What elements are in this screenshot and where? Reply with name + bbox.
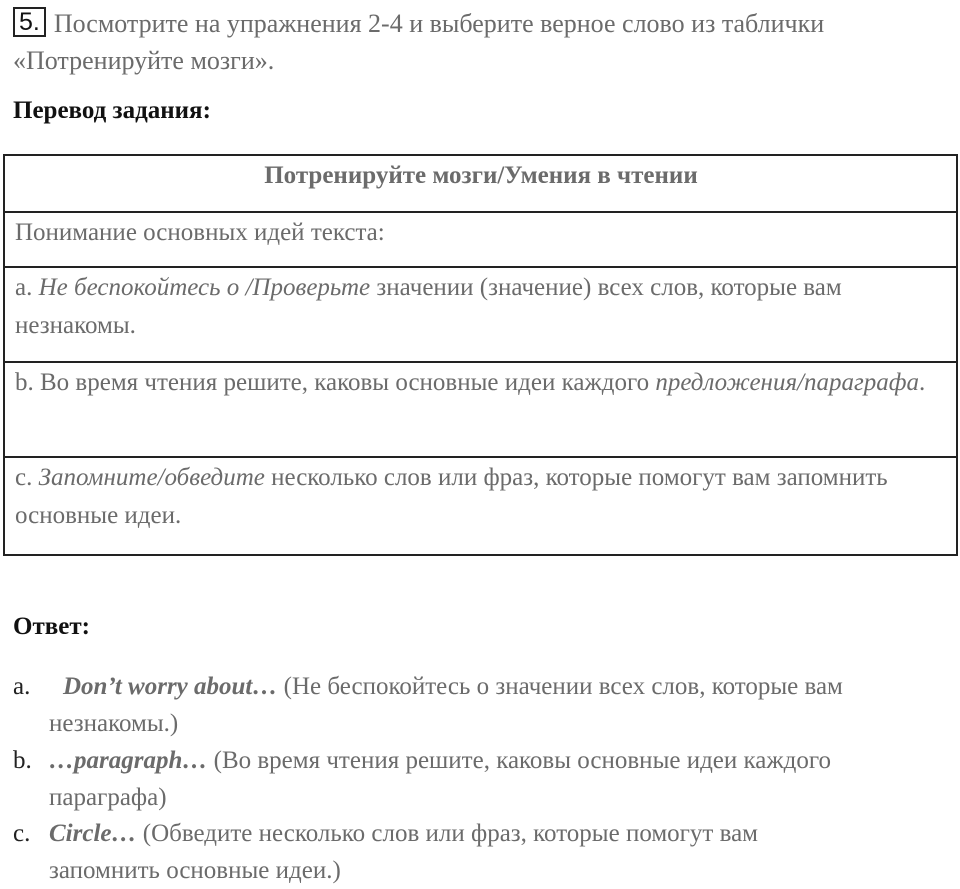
row-a-italic: Не беспокойтесь о /Проверьте — [38, 274, 371, 301]
table-title: Потренируйте мозги/Умения в чтении — [4, 155, 957, 212]
task-statement — [13, 5, 943, 79]
row-a-rest: значении (значение) всех слов, которые вам незнакомы. — [15, 274, 842, 339]
translation-heading: Перевод задания: — [13, 97, 211, 124]
answer-heading: Ответ: — [13, 613, 90, 640]
answer-text: (Не беспокойтесь о значении всех слов, которые вам — [277, 673, 843, 700]
row-b-prefix: b. Во время чтения решите, каковы основные идеи каждого — [15, 369, 656, 396]
table-row-intro: Понимание основных идей текста: — [4, 212, 957, 267]
answer-keyword: Circle… — [49, 820, 137, 847]
row-c-prefix: c. — [15, 464, 39, 491]
answer-text-cont: параграфа) — [49, 784, 167, 811]
table-row-a — [4, 267, 957, 362]
answer-marker: c. — [13, 820, 31, 847]
row-b-italic: предложения/параграфа — [655, 369, 920, 396]
row-a-prefix: a. — [15, 274, 39, 301]
row-b-rest: . — [919, 369, 926, 396]
answer-marker: a. — [13, 673, 31, 700]
translation-table — [3, 154, 958, 556]
answer-text: (Обведите несколько слов или фраз, которые помогут вам — [136, 820, 758, 847]
task-number: 5. — [13, 7, 46, 37]
answer-text: (Во время чтения решите, каковы основные идеи каждого — [207, 747, 832, 774]
answer-text-cont: запомнить основные идеи.) — [49, 857, 341, 884]
answer-keyword: …paragraph… — [49, 747, 208, 774]
answer-marker: b. — [13, 747, 32, 774]
answer-item-b — [13, 742, 948, 816]
row-c-rest: несколько слов или фраз, которые помогут вам запомнить основные идеи. — [15, 464, 888, 529]
answer-text-cont: незнакомы.) — [49, 710, 179, 737]
task-text: Посмотрите на упражнения 2-4 и выберите верное слово из таблички «Потренируйте мозги». — [13, 9, 825, 75]
answer-keyword: Don’t worry about… — [63, 673, 278, 700]
answer-item-c — [13, 815, 948, 889]
table-row-b — [4, 362, 957, 457]
row-c-italic: Запомните/обведите — [38, 464, 265, 491]
answer-item-a — [13, 668, 948, 742]
table-row-c — [4, 457, 957, 555]
